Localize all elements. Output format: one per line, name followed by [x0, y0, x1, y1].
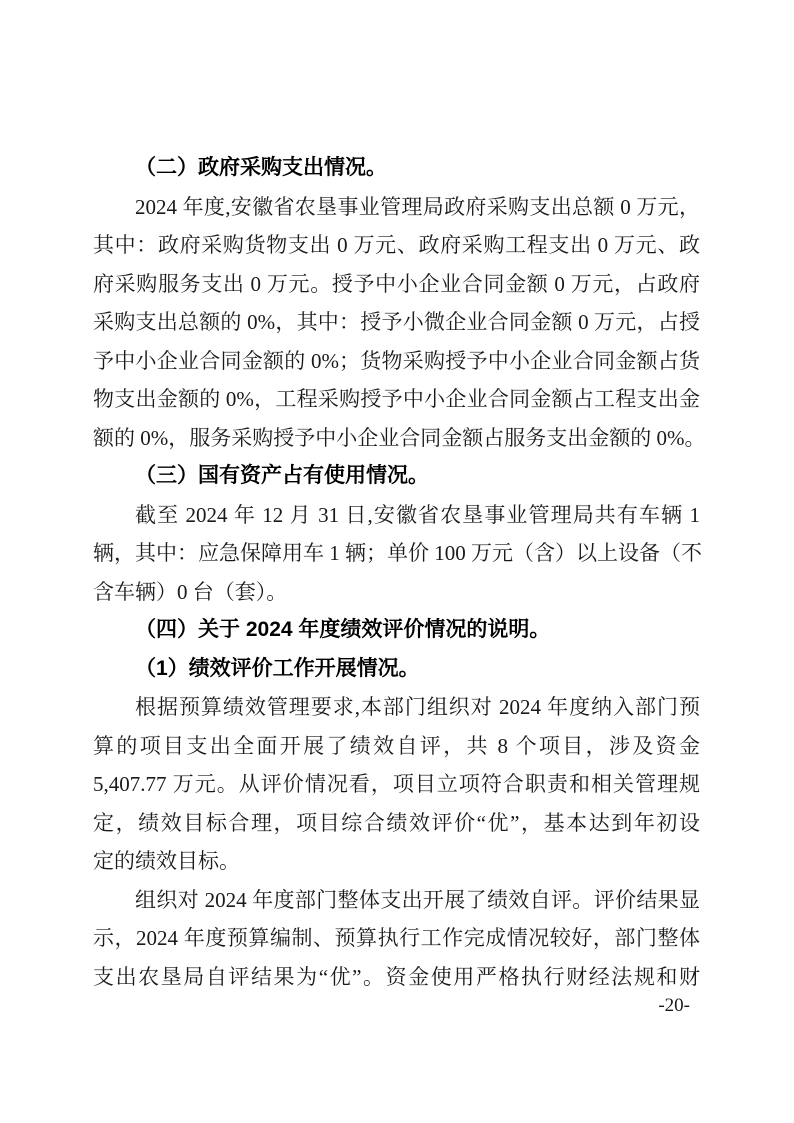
- text-line: 组织对 2024 年度部门整体支出开展了绩效自评。评价结果显: [135, 887, 700, 912]
- text-line: 其中：政府采购货物支出 0 万元、政府采购工程支出 0 万元、政: [93, 233, 700, 257]
- text-line: 定的绩效目标。: [93, 849, 240, 873]
- heading-performance-evaluation: （四）关于 2024 年度绩效评价情况的说明。: [135, 618, 551, 641]
- text-line: 物支出金额的 0%，工程采购授予中小企业合同金额占工程支出金: [93, 387, 700, 411]
- heading-government-procurement: （二）政府采购支出情况。: [135, 156, 387, 179]
- text-line: 定，绩效目标合理，项目综合绩效评价“优”，基本达到年初设: [93, 810, 700, 835]
- document-body: [93, 149, 706, 996]
- text-line: 截至 2024 年 12 月 31 日,安徽省农垦事业管理局共有车辆 1: [135, 502, 700, 527]
- text-line: 支出农垦局自评结果为“优”。资金使用严格执行财经法规和财: [93, 964, 700, 989]
- text-line: 采购支出总额的 0%，其中：授予小微企业合同金额 0 万元，占授: [93, 310, 700, 334]
- text-line: 予中小企业合同金额的 0%；货物采购授予中小企业合同金额占货: [93, 348, 700, 373]
- text-line: 含车辆）0 台（套）。: [93, 579, 288, 604]
- text-line: 算的项目支出全面开展了绩效自评，共 8 个项目，涉及资金: [93, 733, 700, 758]
- text-line: 辆，其中：应急保障用车 1 辆；单价 100 万元（含）以上设备（不: [93, 541, 702, 565]
- text-line: 根据预算绩效管理要求,本部门组织对 2024 年度纳入部门预: [135, 695, 700, 719]
- text-line: 额的 0%，服务采购授予中小企业合同金额占服务支出金额的 0%。: [93, 425, 706, 450]
- text-line: 示，2024 年度预算编制、预算执行工作完成情况较好，部门整体: [93, 926, 700, 950]
- text-line: 2024 年度,安徽省农垦事业管理局政府采购支出总额 0 万元，: [135, 194, 700, 219]
- heading-state-assets: （三）国有资产占有使用情况。: [135, 464, 429, 487]
- heading-performance-evaluation-work: （1）绩效评价工作开展情况。: [135, 656, 420, 680]
- text-line: 5,407.77 万元。从评价情况看，项目立项符合职责和相关管理规: [93, 772, 700, 796]
- text-line: 府采购服务支出 0 万元。授予中小企业合同金额 0 万元，占政府: [93, 271, 700, 296]
- page-number: -20-: [658, 995, 690, 1016]
